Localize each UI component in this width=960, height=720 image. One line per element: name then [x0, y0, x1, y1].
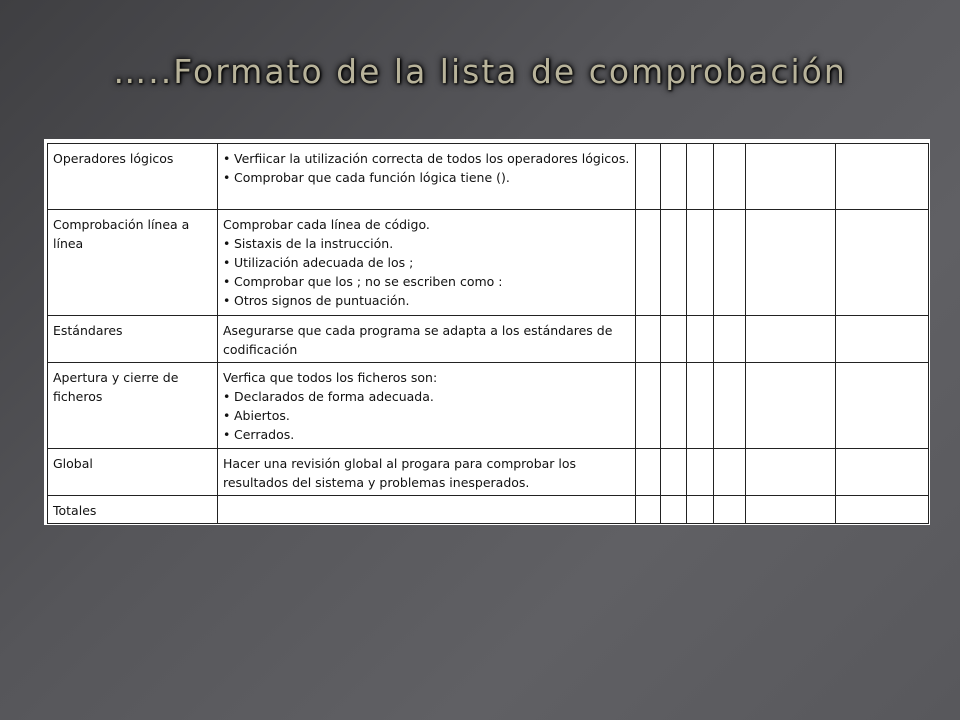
table-row [48, 210, 929, 316]
area-cell: Operadores lógicos [48, 144, 218, 210]
check-cell [661, 496, 687, 524]
bullet-item: • Cerrados. [223, 425, 630, 444]
bullet-item: • Utilización adecuada de los ; [223, 253, 630, 272]
description-text: Asegurarse que cada programa se adapta a los estándares de codificación [223, 323, 613, 357]
table-row [48, 316, 929, 363]
check-cell [636, 316, 661, 363]
check-cell [636, 496, 661, 524]
description-cell [218, 496, 636, 524]
check-cell [746, 210, 836, 316]
check-cell [661, 449, 687, 496]
check-cell [746, 449, 836, 496]
checklist-table [47, 143, 929, 524]
check-cell [661, 316, 687, 363]
table-row [48, 449, 929, 496]
check-cell [714, 496, 746, 524]
check-cell [746, 363, 836, 449]
check-cell [714, 144, 746, 210]
check-cell [746, 316, 836, 363]
check-cell [836, 210, 929, 316]
check-cell [836, 144, 929, 210]
slide-title: …..Formato de la lista de comprobación [113, 52, 847, 91]
check-cell [746, 144, 836, 210]
check-cell [636, 363, 661, 449]
area-cell: Apertura y cierre de ficheros [48, 363, 218, 449]
bullet-item: • Verfiicar la utilización correcta de todos los operadores lógicos. [223, 149, 630, 168]
area-cell: Global [48, 449, 218, 496]
description-text: Verfica que todos los ficheros son: [223, 370, 438, 385]
bullet-item: • Otros signos de puntuación. [223, 291, 630, 310]
check-cell [687, 210, 714, 316]
check-cell [836, 316, 929, 363]
bullet-item: • Comprobar que los ; no se escriben como : [223, 272, 630, 291]
table-row [48, 363, 929, 449]
description-text: Comprobar cada línea de código. [223, 217, 430, 232]
check-cell [714, 316, 746, 363]
check-cell [714, 449, 746, 496]
check-cell [836, 496, 929, 524]
check-cell [687, 363, 714, 449]
check-cell [636, 144, 661, 210]
description-text: Hacer una revisión global al progara para comprobar los resultados del sistema y problemas inesperados. [223, 456, 577, 490]
table-row [48, 496, 929, 524]
check-cell [687, 144, 714, 210]
description-cell [218, 144, 636, 210]
check-cell [661, 363, 687, 449]
check-cell [836, 449, 929, 496]
check-cell [714, 210, 746, 316]
checklist-sheet [44, 139, 930, 525]
check-cell [746, 496, 836, 524]
check-cell [687, 449, 714, 496]
bullet-item: • Abiertos. [223, 406, 630, 425]
check-cell [636, 449, 661, 496]
table-row [48, 144, 929, 210]
description-cell [218, 449, 636, 496]
check-cell [661, 210, 687, 316]
area-cell: Estándares [48, 316, 218, 363]
area-cell: Comprobación línea a línea [48, 210, 218, 316]
bullet-item: • Comprobar que cada función lógica tiene (). [223, 168, 630, 187]
checklist-body [48, 144, 929, 524]
description-cell [218, 210, 636, 316]
check-cell [836, 363, 929, 449]
check-cell [714, 363, 746, 449]
check-cell [687, 496, 714, 524]
description-cell [218, 316, 636, 363]
area-cell: Totales [48, 496, 218, 524]
check-cell [636, 210, 661, 316]
bullet-item: • Sistaxis de la instrucción. [223, 234, 630, 253]
bullet-item: • Declarados de forma adecuada. [223, 387, 630, 406]
check-cell [661, 144, 687, 210]
description-cell [218, 363, 636, 449]
check-cell [687, 316, 714, 363]
